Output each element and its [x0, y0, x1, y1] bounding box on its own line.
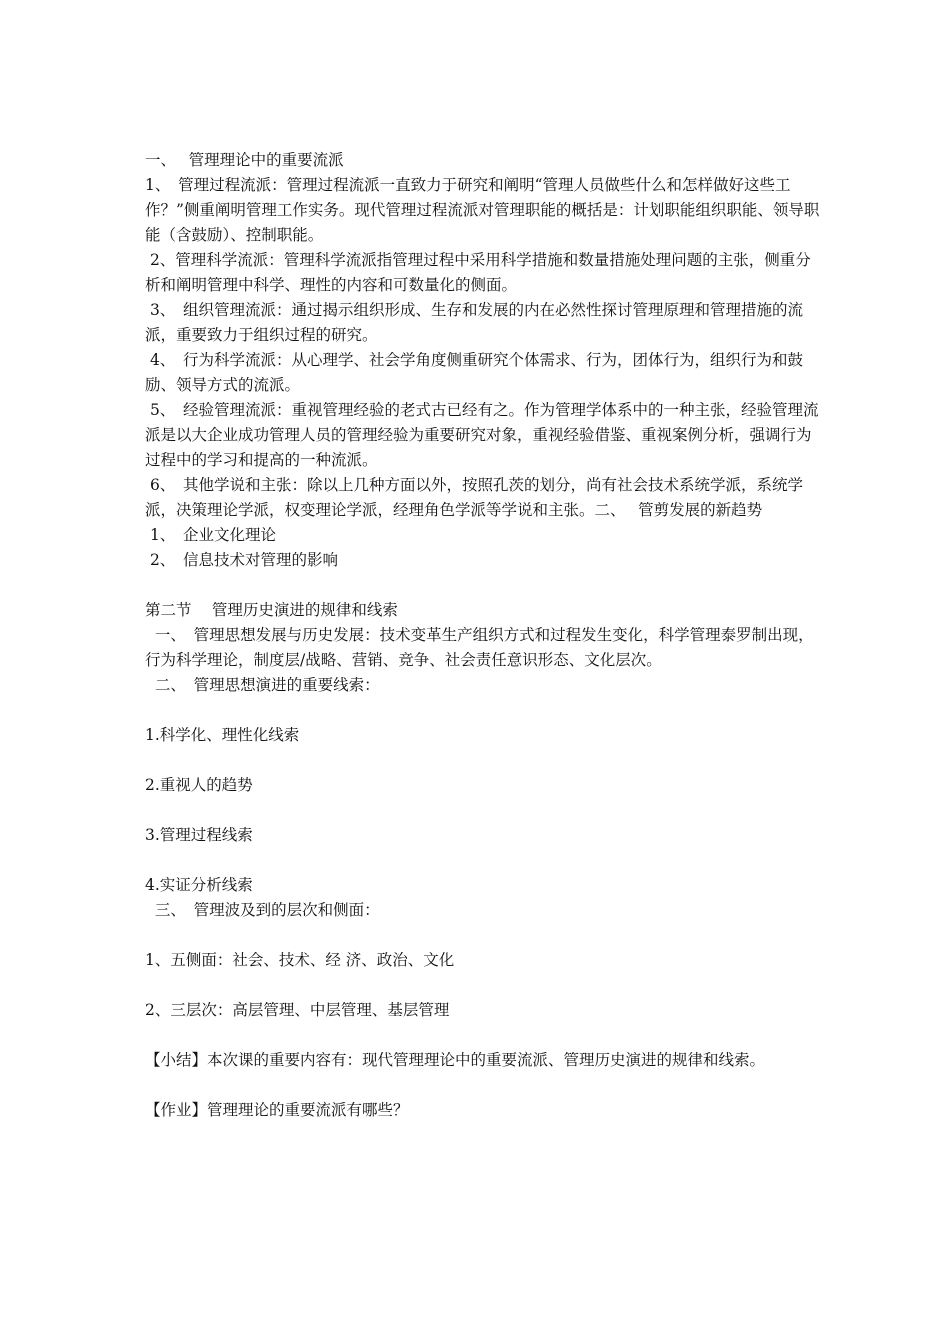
paragraph: 【小结】本次课的重要内容有：现代管理理论中的重要流派、管理历史演进的规律和线索。	[145, 1051, 766, 1069]
paragraph-spacer	[145, 573, 820, 598]
paragraph-spacer	[145, 748, 820, 773]
paragraph: 1、 管理过程流派：管理过程流派一直致力于研究和阐明“管理人员做些什么和怎样做好这些工作？”侧重阐明管理工作实务。现代管理过程流派对管理职能的概括是：计划职能组织职能、领导职能（含鼓励）、控制职能。	[145, 176, 820, 244]
paragraph: 2.重视人的趋势	[145, 776, 253, 794]
paragraph-spacer	[145, 698, 820, 723]
paragraph: 一、 管理思想发展与历史发展：技术变革生产组织方式和过程发生变化，科学管理泰罗制出现，行为科学理论，制度层/战略、营销、竞争、社会责任意识形态、文化层次。	[145, 626, 814, 669]
paragraph: 2、三层次：高层管理、中层管理、基层管理	[145, 1001, 450, 1019]
paragraph-spacer	[145, 848, 820, 873]
paragraph: 二、 管理思想演进的重要线索：	[145, 676, 380, 694]
document-page	[145, 148, 820, 1123]
paragraph: 2、 信息技术对管理的影响	[145, 551, 339, 569]
paragraph-spacer	[145, 1023, 820, 1048]
paragraph: 三、 管理波及到的层次和侧面：	[145, 901, 380, 919]
paragraph: 【作业】管理理论的重要流派有哪些？	[145, 1101, 409, 1119]
paragraph: 1、五侧面：社会、技术、经 济、政治、文化	[145, 951, 455, 969]
paragraph: 1.科学化、理性化线索	[145, 726, 300, 744]
paragraph: 1、 企业文化理论	[145, 526, 277, 544]
paragraph: 3.管理过程线索	[145, 826, 253, 844]
paragraph: 5、 经验管理流派：重视管理经验的老式古已经有之。作为管理学体系中的一种主张，经验管理流派是以大企业成功管理人员的管理经验为重要研究对象，重视经验借鉴、重视案例分析，强调行为过程中的学习和提高的一种流派。	[145, 401, 819, 469]
paragraph: 第二节 管理历史演进的规律和线索	[145, 601, 398, 619]
paragraph: 一、 管理理论中的重要流派	[145, 151, 344, 169]
paragraph: 2、管理科学流派：管理科学流派指管理过程中采用科学措施和数量措施处理问题的主张，侧重分析和阐明管理中科学、理性的内容和可数量化的侧面。	[145, 251, 811, 294]
paragraph: 3、 组织管理流派：通过揭示组织形成、生存和发展的内在必然性探讨管理原理和管理措施的流派，重要致力于组织过程的研究。	[145, 301, 804, 344]
paragraph-spacer	[145, 798, 820, 823]
paragraph-spacer	[145, 1073, 820, 1098]
paragraph-spacer	[145, 923, 820, 948]
paragraph-spacer	[145, 973, 820, 998]
paragraph: 4.实证分析线索	[145, 876, 253, 894]
paragraph: 4、 行为科学流派：从心理学、社会学角度侧重研究个体需求、行为，团体行为，组织行为和鼓励、领导方式的流派。	[145, 351, 804, 394]
paragraph: 6、 其他学说和主张：除以上几种方面以外，按照孔茨的划分，尚有社会技术系统学派，系统学派，决策理论学派，权变理论学派，经理角色学派等学说和主张。二、 管剪发展的新趋势	[145, 476, 804, 519]
